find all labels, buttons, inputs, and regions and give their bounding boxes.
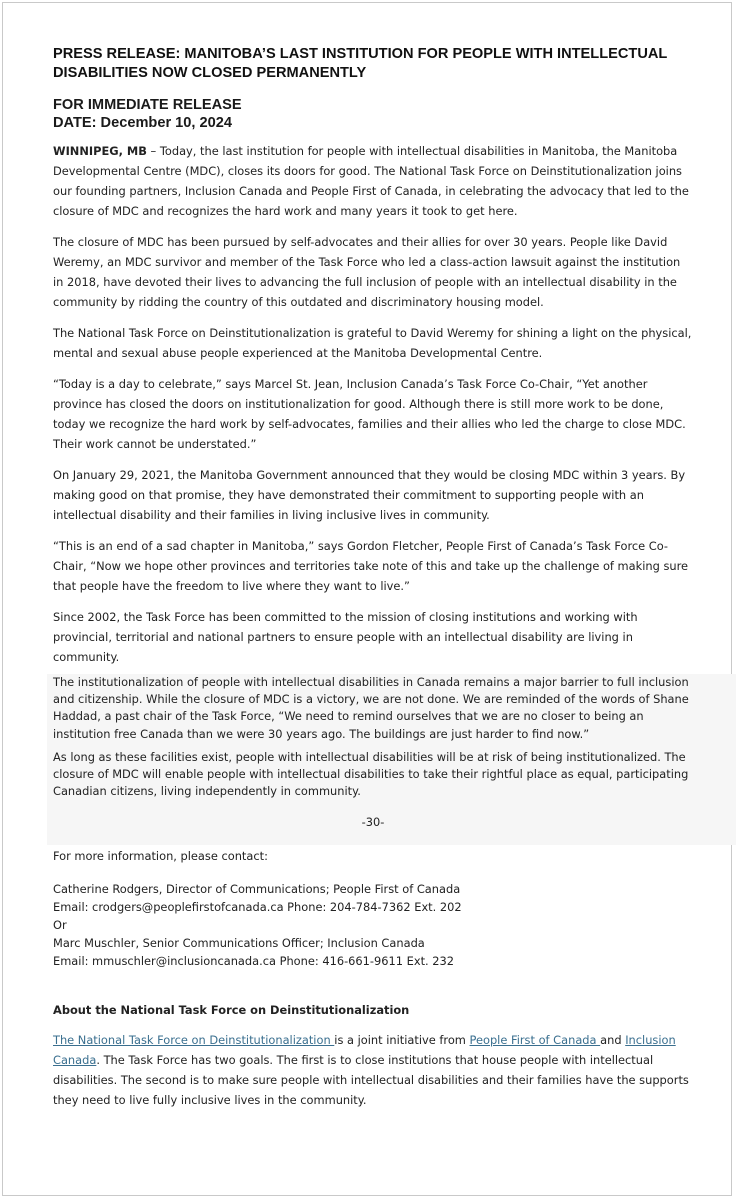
inclusion-canada-link[interactable]: Inclusion Canada [53,1033,676,1068]
task-force-link[interactable]: The National Task Force on Deinstitutionalization [53,1033,335,1048]
about-heading: About the National Task Force on Deinstitutionalization [53,1003,410,1018]
paragraph: The closure of MDC has been pursued by self-advocates and their allies for over 30 years. People like David Weremy, an MDC survivor and member of the Task Force who led a class-action lawsuit against the institution in 2018, have devoted their lives to advancing the full inclusion of people with an intellectual disability in the community by ridding the country of this outdated and discriminatory housing model. [53,235,681,309]
paragraph: Since 2002, the Task Force has been committed to the mission of closing institutions and working with provincial, territorial and national partners to ensure people with an intellectual disability are living in community. [53,610,638,664]
contact-intro: For more information, please contact: [53,849,268,864]
press-release-title: PRESS RELEASE: MANITOBA’S LAST INSTITUTION FOR PEOPLE WITH INTELLECTUAL DISABILITIES NOW CLOSED PERMANENTLY [53,46,668,81]
shaded-section [47,674,736,845]
paragraph-intro: WINNIPEG, MB – Today, the last institution for people with intellectual disabilities in Manitoba, the Manitoba Developmental Centre (MDC), closes its doors for good. The National Task Force on Deinstitutionalization joins our founding partners, Inclusion Canada and People First of Canada, in celebrating the advocacy that led to the closure of MDC and recognizes the hard work and many years it took to get here. [53,144,689,218]
immediate-release-line: FOR IMMEDIATE RELEASE [53,97,242,113]
paragraph: The National Task Force on Deinstitutionalization is grateful to David Weremy for shining a light on the physical, mental and sexual abuse people experienced at the Manitoba Developmental Centre. [53,326,692,360]
contact-info [53,847,693,970]
contact-person-2-details: Email: mmuschler@inclusioncanada.ca Phone: 416-661-9611 Ext. 232 [53,954,455,969]
release-date: DATE: December 10, 2024 [53,115,232,131]
contact-person-1: Catherine Rodgers, Director of Communications; People First of Canada [53,882,461,897]
end-mark: -30- [361,815,385,830]
contact-or: Or [53,918,67,933]
about-paragraph: The National Task Force on Deinstitutionalization is a joint initiative from People First of Canada and Inclusion Canada. The Task Force has two goals. The first is to close institutions that house people with intellectual disabilities. The second is to make sure people with intellectual disabilities and their families have the supports they need to live fully inclusive lives in the community. [53,1033,689,1108]
dateline: WINNIPEG, MB [53,144,147,158]
release-body [53,141,693,1110]
about-section [53,1030,693,1110]
paragraph: “This is an end of a sad chapter in Manitoba,” says Gordon Fletcher, People First of Canada’s Task Force Co-Chair, “Now we hope other provinces and territories take note of this and take up the challenge of making sure that people have the freedom to live where they want to live.” [53,539,689,593]
contact-person-1-details: Email: crodgers@peoplefirstofcanada.ca Phone: 204-784-7362 Ext. 202 [53,900,462,915]
paragraph: On January 29, 2021, the Manitoba Government announced that they would be closing MDC within 3 years. By making good on that promise, they have demonstrated their commitment to supporting people with an intellectual disability and their families in living inclusive lives in community. [53,468,686,522]
release-info [53,96,693,132]
paragraph: “Today is a day to celebrate,” says Marcel St. Jean, Inclusion Canada’s Task Force Co-Chair, “Yet another province has closed the doors on institutionalization for good. Although there is still more work to be done, today we recognize the hard work by self-advocates, families and their allies who led the charge to close MDC. Their work cannot be understated.” [53,377,686,451]
paragraph: As long as these facilities exist, people with intellectual disabilities will be at risk of being institutionalized. The closure of MDC will enable people with intellectual disabilities to take their rightful place as equal, participating Canadian citizens, living independently in community. [53,749,689,799]
press-release-document [53,45,693,1110]
people-first-link[interactable]: People First of Canada [469,1033,601,1048]
paragraph: The institutionalization of people with intellectual disabilities in Canada remains a major barrier to full inclusion and citizenship. While the closure of MDC is a victory, we are not done. We are reminded of the words of Shane Haddad, a past chair of the Task Force, “We need to remind ourselves that we are no closer to being an institution free Canada than we were 30 years ago. The buildings are just harder to find now.” [53,675,689,741]
contact-person-2: Marc Muschler, Senior Communications Officer; Inclusion Canada [53,936,425,951]
